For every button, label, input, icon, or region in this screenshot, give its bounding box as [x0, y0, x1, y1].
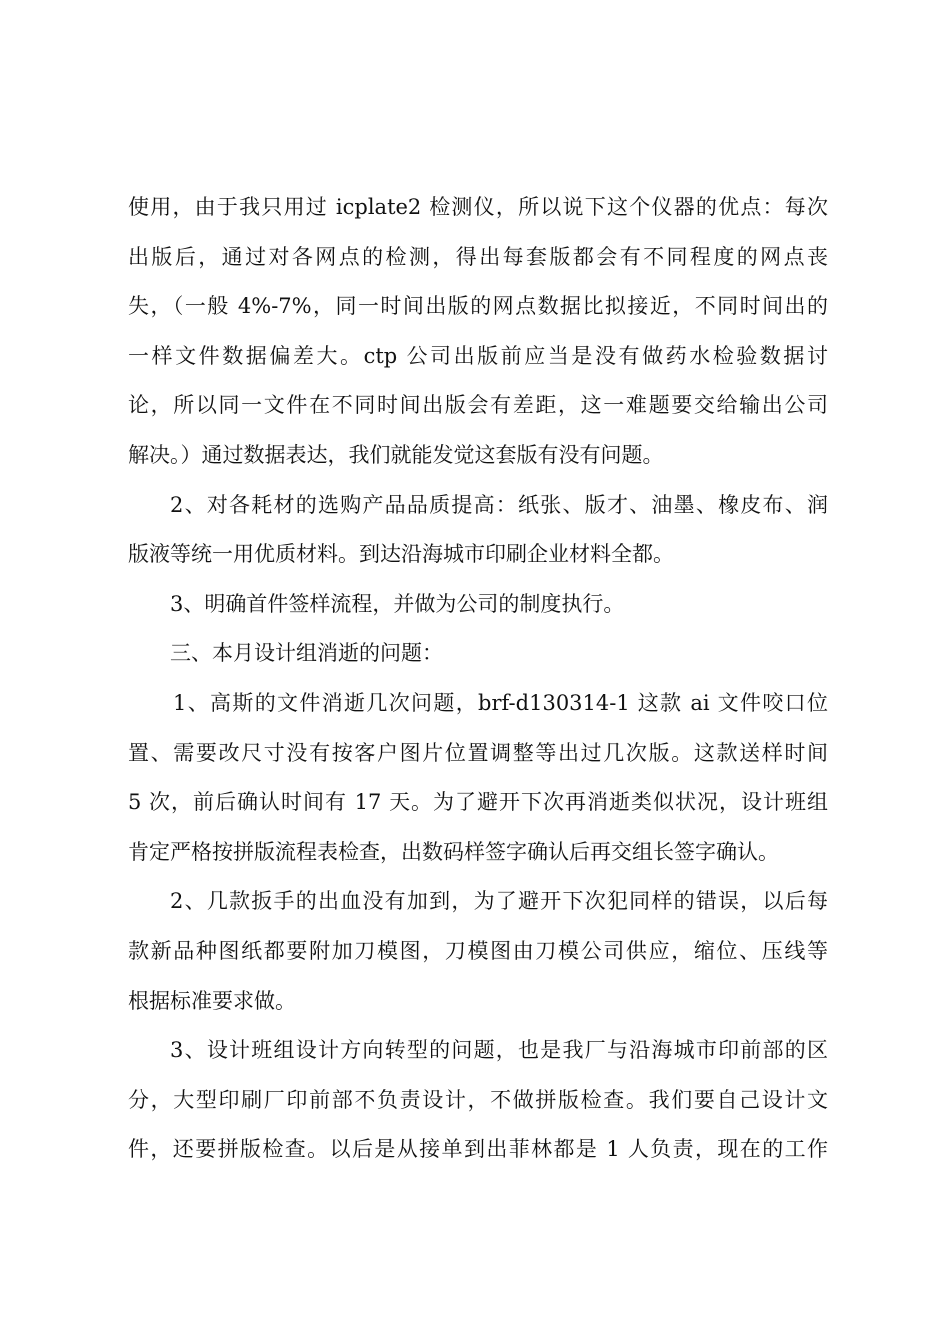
text-line: 2、几款扳手的出血没有加到，为了避开下次犯同样的错误，以后每: [170, 889, 828, 914]
text-line: 款新品种图纸都要附加刀模图，刀模图由刀模公司供应，缩位、压线等: [128, 938, 828, 963]
text-line: 使用，由于我只用过 icplate2 检测仪，所以说下这个仪器的优点：每次: [128, 195, 828, 219]
paragraph-design-item-3: [128, 1026, 828, 1175]
text-line: 3、设计班组设计方向转型的问题，也是我厂与沿海城市印前部的区: [170, 1038, 828, 1063]
text-line: 置、需要改尺寸没有按客户图片位置调整等出过几次版。这款送样时间: [128, 740, 828, 765]
document-body: [128, 183, 828, 1175]
text-line: 一样文件数据偏差大。ctp 公司出版前应当是没有做药水检验数据讨: [128, 343, 828, 368]
text-line: 5 次，前后确认时间有 17 天。为了避开下次再消逝类似状况，设计班组: [128, 790, 828, 815]
text-line: 2、对各耗材的选购产品品质提高：纸张、版才、油墨、橡皮布、润: [170, 492, 828, 517]
paragraph-ctp-inspection: [128, 183, 828, 481]
paragraph-design-item-2: [128, 877, 828, 1026]
text-line: 分，大型印刷厂印前部不负责设计，不做拼版检查。我们要自己设计文: [128, 1087, 828, 1112]
section-heading: 三、本月设计组消逝的问题：: [170, 641, 443, 666]
text-line: 失，（一般 4%-7%，同一时间出版的网点数据比拟接近，不同时间出的: [128, 294, 828, 319]
text-line: 论，所以同一文件在不同时间出版会有差距，这一难题要交给输出公司: [128, 393, 828, 418]
text-line: 根据标准要求做。: [128, 988, 296, 1013]
text-line: 解决。）通过数据表达，我们就能发觉这套版有没有问题。: [128, 442, 664, 467]
text-line: 版液等统一用优质材料。到达沿海城市印刷企业材料全都。: [128, 542, 674, 567]
text-line: 出版后，通过对各网点的检测，得出每套版都会有不同程度的网点丧: [128, 244, 828, 269]
paragraph-design-item-1: [128, 679, 828, 877]
text-line: 件，还要拼版检查。以后是从接单到出菲林都是 1 人负责，现在的工作: [128, 1137, 828, 1162]
text-line: 1、高斯的文件消逝几次问题，brf-d130314-1 这款 ai 文件咬口位: [173, 690, 828, 715]
text-line: 肯定严格按拼版流程表检查，出数码样签字确认后再交组长签字确认。: [128, 839, 779, 864]
paragraph-item-3-signoff: [128, 580, 828, 630]
paragraph-item-2-materials: [128, 481, 828, 580]
text-line: 3、明确首件签样流程，并做为公司的制度执行。: [170, 591, 625, 616]
section-heading-design-issues: [128, 629, 828, 679]
